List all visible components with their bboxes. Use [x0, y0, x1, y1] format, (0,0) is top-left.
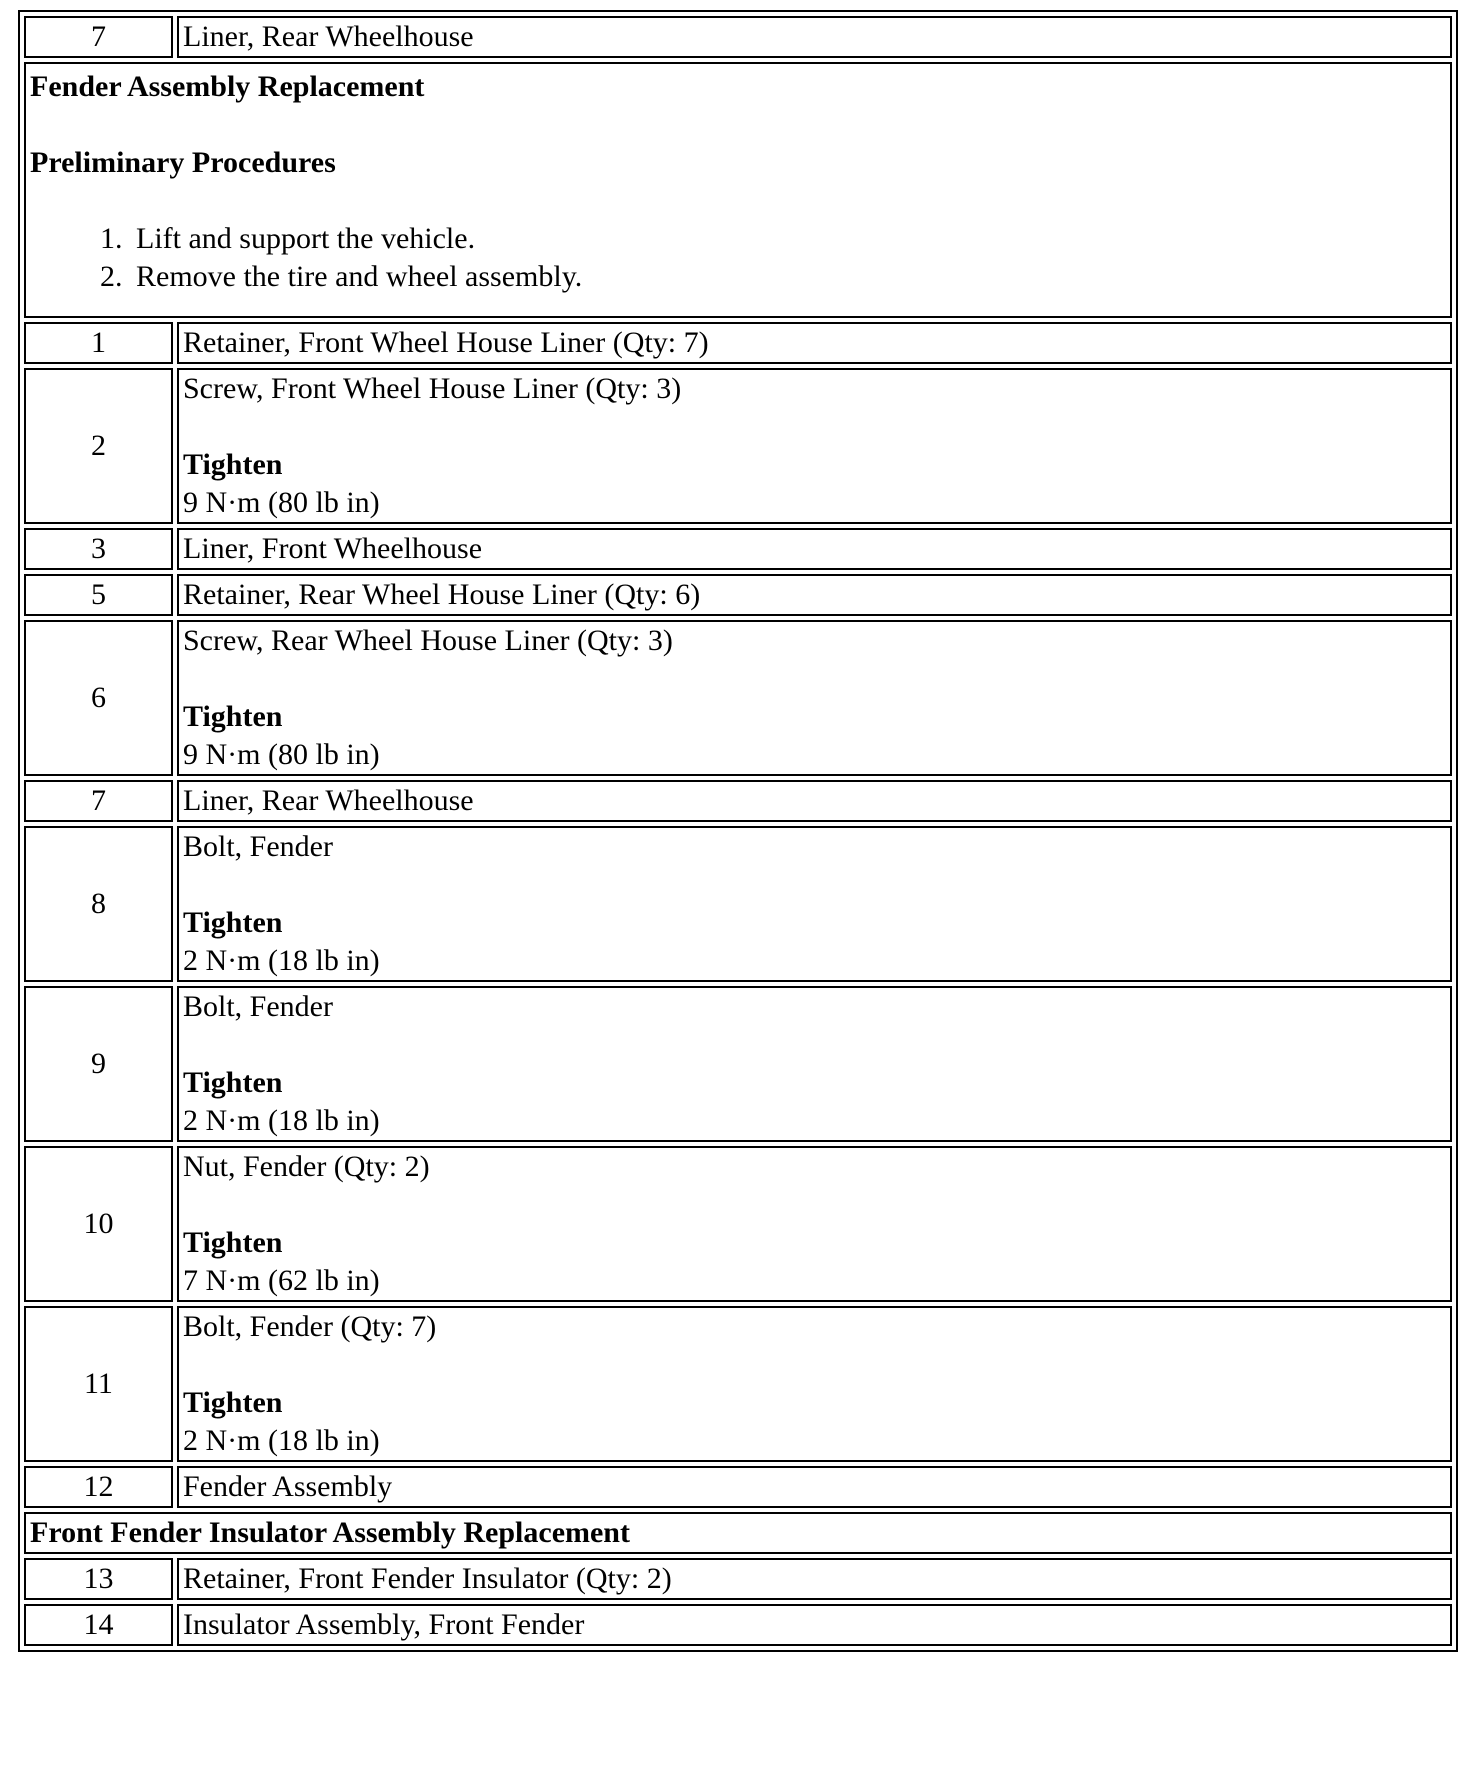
table-row [24, 1466, 1452, 1508]
item-description: Fender Assembly [177, 1466, 1452, 1508]
tighten-label: Tighten [183, 906, 283, 939]
step-item: 2. Remove the tire and wheel assembly. [130, 258, 1446, 296]
section-title: Front Fender Insulator Assembly Replacement [24, 1512, 1452, 1554]
tighten-label: Tighten [183, 1386, 283, 1419]
item-description: Retainer, Front Wheel House Liner (Qty: 7) [177, 322, 1452, 364]
item-description: Liner, Rear Wheelhouse [177, 780, 1452, 822]
section-title: Fender Assembly Replacement [30, 70, 425, 103]
item-number: 6 [24, 620, 173, 776]
item-description: Screw, Rear Wheel House Liner (Qty: 3) [183, 624, 673, 657]
item-description: Screw, Front Wheel House Liner (Qty: 3) [183, 372, 682, 405]
item-description: Bolt, Fender [183, 990, 333, 1023]
torque-value: 2 N·m (18 lb in) [183, 1104, 380, 1137]
item-description: Nut, Fender (Qty: 2) [183, 1150, 430, 1183]
table-row [24, 574, 1452, 616]
table-row [24, 620, 1452, 776]
item-cell [177, 986, 1452, 1142]
table-row [24, 1558, 1452, 1600]
item-number: 7 [24, 16, 173, 58]
section-row-fender [24, 62, 1452, 318]
item-cell [177, 826, 1452, 982]
torque-value: 9 N·m (80 lb in) [183, 486, 380, 519]
item-description: Liner, Front Wheelhouse [177, 528, 1452, 570]
item-cell [177, 368, 1452, 524]
table-row [24, 528, 1452, 570]
step-item: 1. Lift and support the vehicle. [130, 220, 1446, 258]
item-number: 12 [24, 1466, 173, 1508]
procedure-table [18, 10, 1458, 1652]
item-description: Retainer, Front Fender Insulator (Qty: 2) [177, 1558, 1452, 1600]
torque-value: 2 N·m (18 lb in) [183, 944, 380, 977]
item-number: 11 [24, 1306, 173, 1462]
item-number: 3 [24, 528, 173, 570]
tighten-label: Tighten [183, 700, 283, 733]
item-number: 13 [24, 1558, 173, 1600]
torque-value: 7 N·m (62 lb in) [183, 1264, 380, 1297]
item-cell [177, 620, 1452, 776]
table-row [24, 780, 1452, 822]
item-number: 8 [24, 826, 173, 982]
item-description: Bolt, Fender (Qty: 7) [183, 1310, 437, 1343]
table-row [24, 986, 1452, 1142]
table-row [24, 368, 1452, 524]
torque-value: 9 N·m (80 lb in) [183, 738, 380, 771]
item-number: 7 [24, 780, 173, 822]
item-description: Insulator Assembly, Front Fender [177, 1604, 1452, 1646]
item-number: 5 [24, 574, 173, 616]
preliminary-title: Preliminary Procedures [30, 146, 336, 179]
item-description: Retainer, Rear Wheel House Liner (Qty: 6) [177, 574, 1452, 616]
section-row-insulator [24, 1512, 1452, 1554]
tighten-label: Tighten [183, 1226, 283, 1259]
table-row [24, 16, 1452, 58]
table-row [24, 1604, 1452, 1646]
item-number: 9 [24, 986, 173, 1142]
item-number: 1 [24, 322, 173, 364]
table-row [24, 322, 1452, 364]
item-number: 14 [24, 1604, 173, 1646]
table-row [24, 826, 1452, 982]
tighten-label: Tighten [183, 448, 283, 481]
item-description: Liner, Rear Wheelhouse [177, 16, 1452, 58]
item-description: Bolt, Fender [183, 830, 333, 863]
item-cell [177, 1146, 1452, 1302]
item-cell [177, 1306, 1452, 1462]
torque-value: 2 N·m (18 lb in) [183, 1424, 380, 1457]
item-number: 10 [24, 1146, 173, 1302]
table-row [24, 1306, 1452, 1462]
preliminary-steps [30, 220, 1446, 296]
table-row [24, 1146, 1452, 1302]
tighten-label: Tighten [183, 1066, 283, 1099]
item-number: 2 [24, 368, 173, 524]
fender-section [24, 62, 1452, 318]
